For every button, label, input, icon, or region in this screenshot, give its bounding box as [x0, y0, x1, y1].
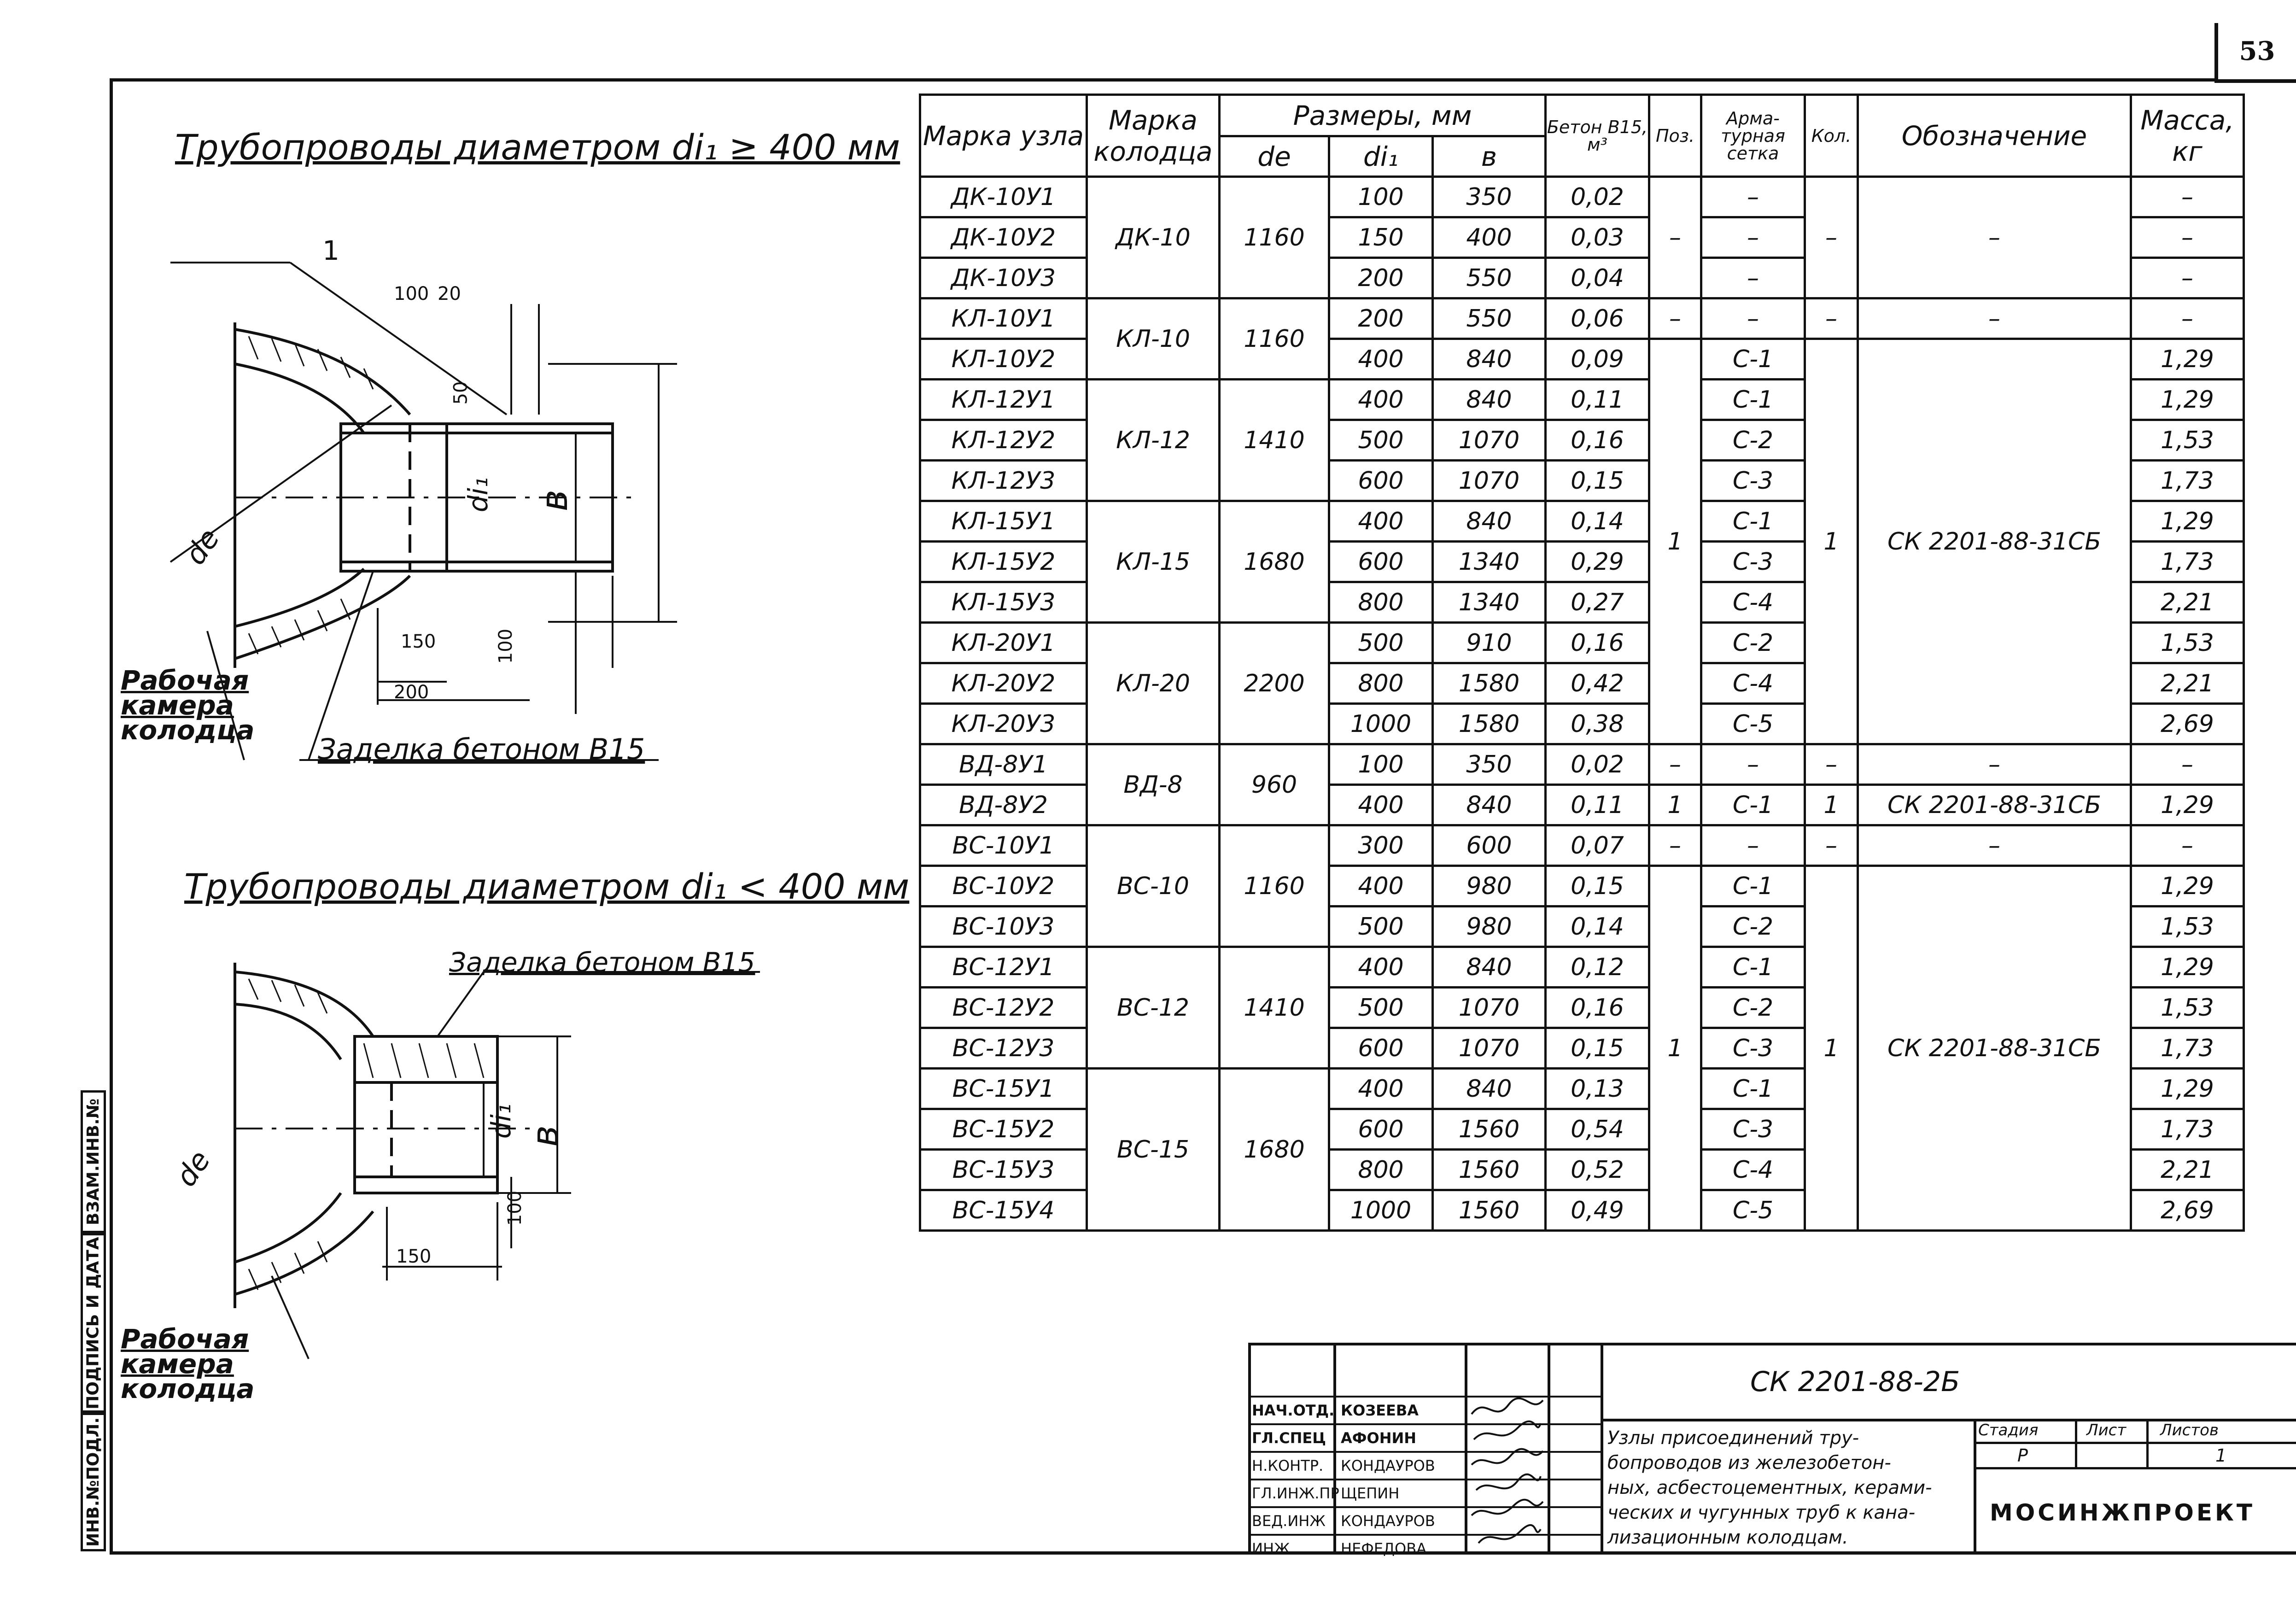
doc-code: СК 2201-88-2Б	[1750, 1366, 1960, 1398]
header-poz: Поз.	[1649, 95, 1701, 177]
table-row: ВД-8У2 400 840 0,11 1 С-1 1 СК 2201-88-31СБ 1,29	[920, 785, 2244, 825]
stamp-divider	[1974, 1467, 2296, 1469]
table-row: КЛ-20У1 КЛ-20 2200 500 910 0,16 С-2 1,53	[920, 623, 2244, 663]
label-chamber-bottom: Рабочая камера колодца	[121, 1323, 255, 1404]
header-razmery: Размеры, мм	[1220, 95, 1546, 136]
dim-de-bottom: de	[169, 1144, 217, 1193]
dim-20-top: 20	[438, 283, 461, 304]
label-concrete-seal-top: Заделка бетоном В15	[318, 732, 645, 766]
dim-100-top: 100	[394, 283, 429, 304]
stamp-divider	[1601, 1343, 1603, 1552]
table-row: ВС-10У2 400 980 0,15 1 С-1 1 СК 2201-88-31СБ 1,29	[920, 866, 2244, 906]
leader-number-1: 1	[322, 235, 339, 266]
table-row: ДК-10У1 ДК-10 1160 100 350 0,02 – – – – –	[920, 177, 2244, 217]
stamp-list-label: Лист	[2086, 1421, 2127, 1439]
table-row: КЛ-12У3 600 1070 0,15 С-3 1,73	[920, 461, 2244, 501]
specification-table	[919, 94, 2245, 1232]
table-row: ВС-12У1 ВС-12 1410 400 840 0,12 С-1 1,29	[920, 947, 2244, 988]
dim-v-top: в	[533, 489, 576, 512]
stamp-row: НАЧ.ОТД. КОЗЕЕВА	[1249, 1396, 1601, 1423]
table-row: КЛ-10У2 400 840 0,09 1 С-1 1 СК 2201-88-31СБ 1,29	[920, 339, 2244, 380]
table-row: КЛ-15У2 600 1340 0,29 С-3 1,73	[920, 542, 2244, 582]
dim-di1-top: di₁	[462, 477, 494, 513]
stamp-description: Узлы присоединений тру- бопроводов из железобетон- ных, асбестоцементных, керами- ческих и чугунных труб к кана- лизационным колодцам.	[1607, 1427, 1932, 1548]
stamp-divider	[2075, 1419, 2077, 1467]
header-marka-uzla: Марка узла	[920, 95, 1087, 177]
margin-box-inv: ИНВ.№ПОДЛ.	[81, 1413, 106, 1551]
header-de: de	[1220, 136, 1329, 177]
table-row: ВС-15У3 800 1560 0,52 С-4 2,21	[920, 1150, 2244, 1190]
stamp-listov-label: Листов	[2160, 1421, 2219, 1439]
dim-100-side: 100	[495, 628, 517, 664]
dim-v-bottom: в	[524, 1125, 567, 1147]
table-row: ВС-15У4 1000 1560 0,49 С-5 2,69	[920, 1190, 2244, 1231]
stamp-listov-value: 1	[2215, 1445, 2227, 1466]
table-row: ВД-8У1 ВД-8 960 100 350 0,02 – – – – –	[920, 744, 2244, 785]
dim-50: 50	[450, 381, 472, 405]
dim-100-bottom: 100	[504, 1190, 526, 1226]
table-row: ВС-12У3 600 1070 0,15 С-3 1,73	[920, 1028, 2244, 1069]
table-row: ДК-10У2 150 400 0,03 – –	[920, 217, 2244, 258]
table-row: КЛ-20У2 800 1580 0,42 С-4 2,21	[920, 663, 2244, 704]
table-row: КЛ-12У1 КЛ-12 1410 400 840 0,11 С-1 1,29	[920, 380, 2244, 420]
header-setka: Арма- турная сетка	[1701, 95, 1805, 177]
table-row: КЛ-15У3 800 1340 0,27 С-4 2,21	[920, 582, 2244, 623]
table-row: КЛ-12У2 500 1070 0,16 С-2 1,53	[920, 420, 2244, 461]
stamp-row: ГЛ.СПЕЦ АФОНИН	[1249, 1423, 1601, 1451]
dim-di1-bottom: di₁	[485, 1103, 517, 1139]
stamp-organization: МОСИНЖПРОЕКТ	[1990, 1499, 2255, 1526]
dim-200: 200	[394, 682, 429, 703]
section-title-large-pipes: Трубопроводы диаметром di₁ ≥ 400 мм	[175, 127, 900, 168]
table-row: КЛ-20У3 1000 1580 0,38 С-5 2,69	[920, 704, 2244, 744]
stamp-people	[1249, 1396, 1601, 1562]
stamp-row: ГЛ.ИНЖ.ПР ЩЕПИН	[1249, 1479, 1601, 1506]
header-massa: Масса, кг	[2131, 95, 2244, 177]
stamp-stadiya-label: Стадия	[1978, 1421, 2039, 1439]
stamp-divider	[1974, 1442, 2296, 1444]
header-oboznachenie: Обозначение	[1858, 95, 2131, 177]
header-v: в	[1433, 136, 1546, 177]
stamp-stadiya-value: Р	[2017, 1445, 2028, 1466]
table-row: КЛ-15У1 КЛ-15 1680 400 840 0,14 С-1 1,29	[920, 501, 2244, 542]
section-title-small-pipes: Трубопроводы диаметром di₁ < 400 мм	[184, 866, 910, 907]
table-row: ВС-10У3 500 980 0,14 С-2 1,53	[920, 906, 2244, 947]
header-kol: Кол.	[1805, 95, 1858, 177]
table-row: ВС-15У1 ВС-15 1680 400 840 0,13 С-1 1,29	[920, 1069, 2244, 1109]
stamp-divider	[2146, 1419, 2149, 1467]
dim-150-bottom: 150	[396, 1246, 432, 1267]
table-row: ВС-12У2 500 1070 0,16 С-2 1,53	[920, 988, 2244, 1028]
table-row: КЛ-10У1 КЛ-10 1160 200 550 0,06 – – – – –	[920, 298, 2244, 339]
dim-150-top: 150	[401, 631, 436, 652]
header-beton: Бетон В15, м³	[1546, 95, 1649, 177]
label-concrete-seal-bottom: Заделка бетоном В15	[449, 947, 755, 978]
signatures	[1467, 1396, 1548, 1552]
margin-box-vzam: ВЗАМ.ИНВ.№	[81, 1090, 106, 1233]
margin-box-podpis: ПОДПИСЬ И ДАТА	[81, 1233, 106, 1413]
label-chamber-top: Рабочая камера колодца	[121, 665, 255, 746]
stamp-divider	[1974, 1419, 1976, 1552]
table-row: ДК-10У3 200 550 0,04 – –	[920, 258, 2244, 298]
stamp-row: ВЕД.ИНЖ КОНДАУРОВ	[1249, 1506, 1601, 1534]
stamp-row: ИНЖ НЕФЕДОВА	[1249, 1534, 1601, 1562]
stamp-row: Н.КОНТР. КОНДАУРОВ	[1249, 1451, 1601, 1479]
dim-de-top: de	[178, 522, 226, 571]
table-row: ВС-10У1 ВС-10 1160 300 600 0,07 – – – – –	[920, 825, 2244, 866]
header-di: di₁	[1329, 136, 1433, 177]
header-marka-kolodca: Марка колодца	[1087, 95, 1220, 177]
table-row: ВС-15У2 600 1560 0,54 С-3 1,73	[920, 1109, 2244, 1150]
sheet-number: 53	[2214, 23, 2296, 83]
